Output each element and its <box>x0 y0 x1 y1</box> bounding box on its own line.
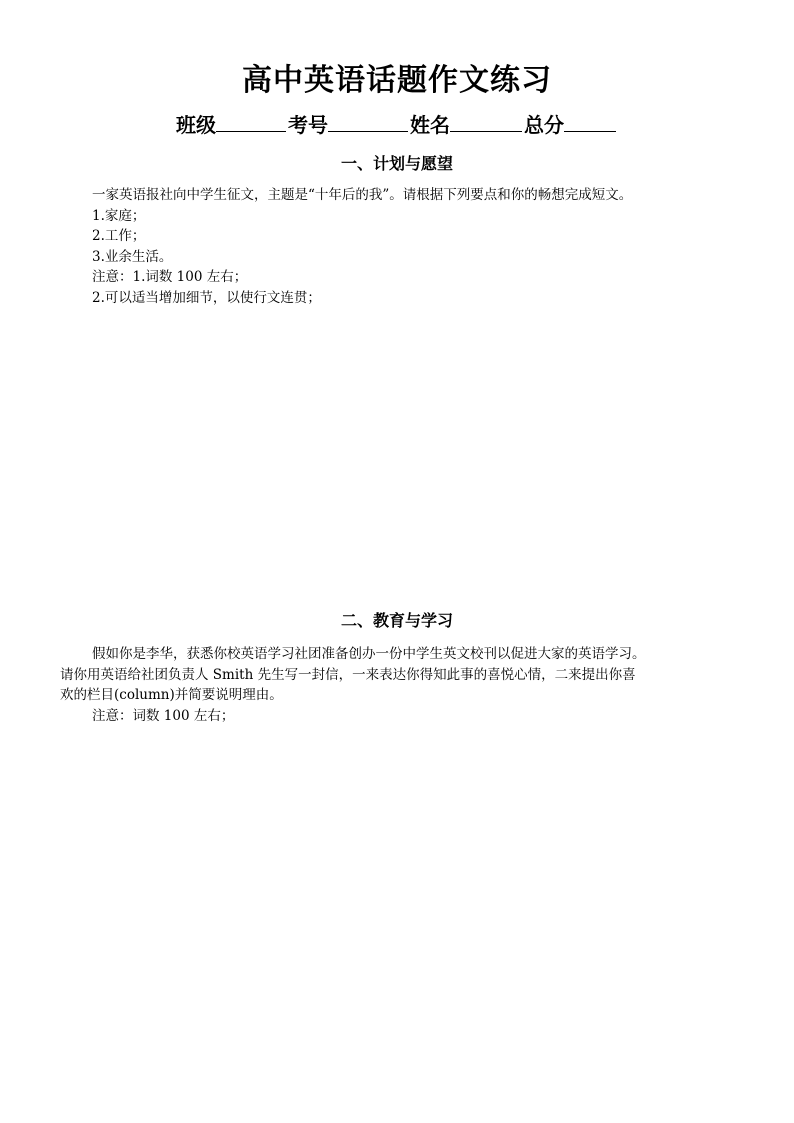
name-label: 姓名 <box>410 113 450 137</box>
prompt-line: 2.工作； <box>92 228 146 244</box>
section-prompt-education <box>60 644 740 726</box>
prompt-line: 请你用英语给社团负责人 Smith 先生写一封信，一来表达你得知此事的喜悦心情，二来提出你喜 <box>60 666 636 683</box>
prompt-line: 1.家庭； <box>92 207 146 224</box>
section-heading-education: 二、教育与学习 <box>340 611 453 630</box>
prompt-line: 假如你是李华，获悉你校英语学习社团准备创办一份中学生英文校刊以促进大家的英语学习。 <box>92 646 646 662</box>
student-info-line <box>0 110 794 140</box>
score-blank[interactable] <box>564 111 616 132</box>
page-title: 高中英语话题作文练习 <box>242 63 552 98</box>
name-blank[interactable] <box>450 111 522 132</box>
prompt-line: 3.业余生活。 <box>92 248 173 265</box>
exam-no-blank[interactable] <box>328 111 408 132</box>
prompt-line: 一家英语报社向中学生征文，主题是“十年后的我”。请根据下列要点和你的畅想完成短文。 <box>92 187 633 203</box>
prompt-line: 欢的栏目(column)并简要说明理由。 <box>60 687 283 703</box>
exam-no-label: 考号 <box>288 113 328 137</box>
class-label: 班级 <box>176 113 216 137</box>
section-heading-plans: 一、计划与愿望 <box>340 154 453 173</box>
prompt-line: 注意：词数 100 左右； <box>92 707 235 724</box>
prompt-line: 注意：1.词数 100 左右； <box>92 269 248 285</box>
score-label: 总分 <box>524 113 564 137</box>
prompt-line: 2.可以适当增加细节，以使行文连贯； <box>92 289 321 306</box>
section-prompt-plans <box>60 185 740 308</box>
class-blank[interactable] <box>216 111 286 132</box>
